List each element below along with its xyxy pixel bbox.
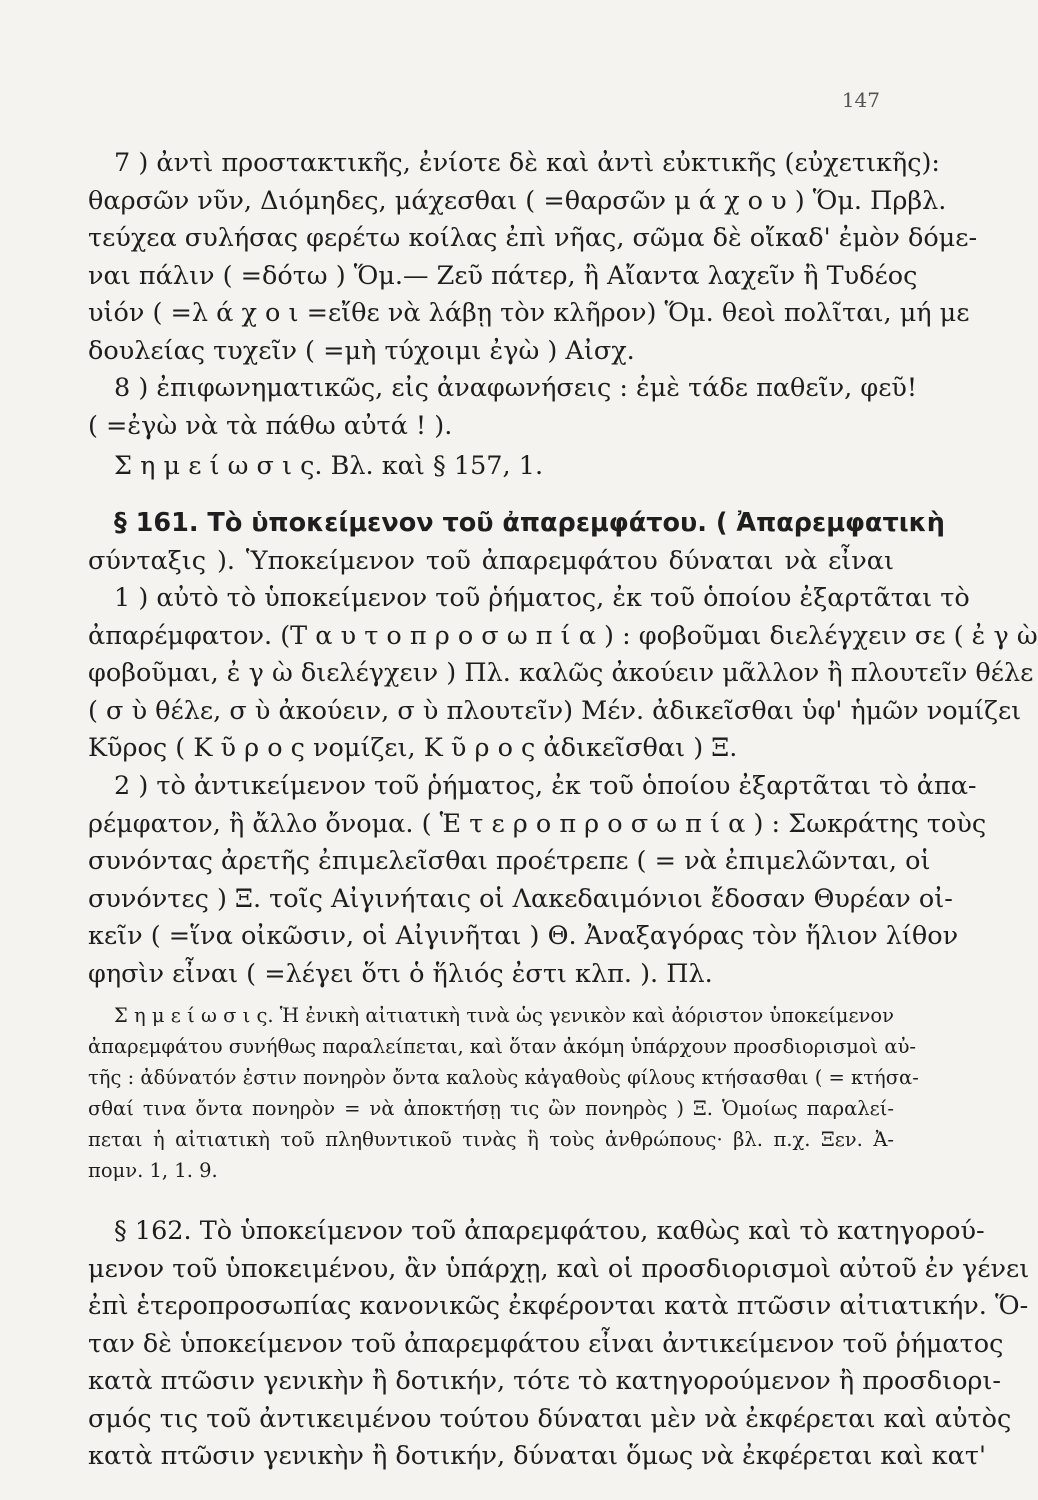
text-line: κεῖν ( =ἵνα οἰκῶσιν, οἱ Αἰγινῆται ) Θ. Ἀναξαγόρας τὸν ἥλιον λίθον [88,921,959,951]
remark-note [88,1000,919,1186]
text-line: πομν. 1, 1. 9. [88,1159,218,1182]
section-162 [88,1213,1030,1476]
text-line: υἱόν ( =λ ά χ ο ι =εἴθε νὰ λάβῃ τὸν κλῆρον) Ὅμ. θεοὶ πολῖται, μή με [88,298,970,328]
text-line: συνόντες ) Ξ. τοῖς Αἰγινήταις οἱ Λακεδαιμόνιοι ἔδοσαν Θυρέαν οἰ- [88,883,953,914]
text-line: φοβοῦμαι, ἐ γ ὼ διελέγχειν ) Πλ. καλῶς ἀκούειν μᾶλλον ἢ πλουτεῖν θέλε [88,658,1034,688]
text-line: Σ η μ ε ί ω σ ι ς. Ἡ ἐνικὴ αἰτιατικὴ τινὰ ὡς γενικὸν καὶ ἀόριστον ὑποκείμενον [114,1004,894,1027]
text-line: πεται ἡ αἰτιατικὴ τοῦ πληθυντικοῦ τινὰς ἢ τοὺς ἀνθρώπους· βλ. π.χ. Ξεν. Ἀ- [88,1128,894,1151]
section-paragraph-line: § 162. Τὸ ὑποκείμενον τοῦ ἀπαρεμφάτου, καθὼς καὶ τὸ κατηγορού- [114,1216,985,1246]
section-161 [88,505,1038,768]
text-line: Κῦρος ( Κ ῦ ρ ο ς νομίζει, Κ ῦ ρ ο ς ἀδικεῖσθαι ) Ξ. [88,733,738,763]
section-heading: § 161. Τὸ ὑποκείμενον τοῦ ἀπαρεμφάτου. ( Ἀπαρεμφατικὴ [114,508,945,538]
text-line: κατὰ πτῶσιν γενικὴν ἢ δοτικήν, τότε τὸ κατηγορούμενον ἢ προσδιορι- [88,1366,1002,1396]
text-line: 7 ) ἀντὶ προστακτικῆς, ἐνίοτε δὲ καὶ ἀντὶ εὐκτικῆς (εὐχετικῆς): [114,148,941,178]
text-line: ναι πάλιν ( =δότω ) Ὅμ.— Ζεῦ πάτερ, ἢ Αἴαντα λαχεῖν ἢ Τυδέος [88,260,918,291]
text-line: ( σ ὺ θέλε, σ ὺ ἀκούειν, σ ὺ πλουτεῖν) Μέν. ἀδικεῖσθαι ὑφ' ἡμῶν νομίζει [88,695,1022,726]
text-line: ἀπαρεμφάτου συνήθως παραλείπεται, καὶ ὅταν ἀκόμη ὑπάρχουν προσδιορισμοὶ αὐ- [88,1035,917,1058]
paragraph-item-8 [88,370,918,445]
text-line: κατὰ πτῶσιν γενικὴν ἢ δοτικήν, δύναται ὅμως νὰ ἐκφέρεται καὶ κατ' [88,1441,986,1471]
text-line: τεύχεα συλήσας φερέτω κοίλας ἐπὶ νῆας, σῶμα δὲ οἴκαδ' ἐμὸν δόμε- [88,223,978,253]
text-line: Σ η μ ε ί ω σ ι ς. Βλ. καὶ § 157, 1. [114,451,544,481]
remark-line [88,448,894,486]
text-line: 1 ) αὐτὸ τὸ ὑποκείμενον τοῦ ῥήματος, ἐκ τοῦ ὁποίου ἐξαρτᾶται τὸ [114,583,970,613]
text-line: συνόντας ἀρετῆς ἐπιμελεῖσθαι προέτρεπε ( = νὰ ἐπιμελῶνται, οἱ [88,846,931,876]
text-line: φησὶν εἶναι ( =λέγει ὅτι ὁ ἥλιός ἐστι κλπ. ). Πλ. [88,958,713,989]
text-line: ρέμφατον, ἢ ἄλλο ὄνομα. ( Ἑ τ ε ρ ο π ρ ο σ ω π ί α ) : Σωκράτης τοὺς [88,808,987,839]
text-line: ταν δὲ ὑποκείμενον τοῦ ἀπαρεμφάτου εἶναι ἀντικείμενον τοῦ ῥήματος [88,1328,1004,1359]
paragraph-item-2 [88,768,987,993]
text-line: 2 ) τὸ ἀντικείμενον τοῦ ῥήματος, ἐκ τοῦ ὁποίου ἐξαρτᾶται τὸ ἀπα- [114,771,977,801]
text-line: τῆς : ἀδύνατόν ἐστιν πονηρὸν ὄντα καλοὺς κἀγαθοὺς φίλους κτήσασθαι ( = κτήσα- [88,1066,919,1089]
text-line: μενον τοῦ ὑποκειμένου, ἂν ὑπάρχῃ, καὶ οἱ προσδιορισμοὶ αὐτοῦ ἐν γένει [88,1253,1030,1284]
text-line: σθαί τινα ὄντα πονηρὸν = νὰ ἀποκτήσῃ τις ὢν πονηρὸς ) Ξ. Ὁμοίως παραλεί- [88,1097,894,1120]
paragraph-item-7 [88,145,978,370]
text-line: ( =ἐγὼ νὰ τὰ πάθω αὐτά ! ). [88,410,453,441]
page-number: 147 [841,88,880,112]
text-line: 8 ) ἐπιφωνηματικῶς, εἰς ἀναφωνήσεις : ἐμὲ τάδε παθεῖν, φεῦ! [114,373,918,403]
text-line: σμός τις τοῦ ἀντικειμένου τούτου δύναται μὲν νὰ ἐκφέρεται καὶ αὐτὸς [88,1403,1012,1434]
text-line: ἀπαρέμφατον. (Τ α υ τ ο π ρ ο σ ω π ί α ) : φοβοῦμαι διελέγχειν σε ( ἐ γ ὼ [88,620,1038,651]
text-line: ἐπὶ ἑτεροπροσωπίας κανονικῶς ἐκφέρονται κατὰ πτῶσιν αἰτιατικήν. Ὅ- [88,1291,1029,1321]
text-line: σύνταξις ). Ὑποκείμενον τοῦ ἀπαρεμφάτου δύναται νὰ εἶναι [88,545,894,576]
text-line: δουλείας τυχεῖν ( =μὴ τύχοιμι ἐγὼ ) Αἰσχ. [88,335,635,366]
text-line: θαρσῶν νῦν, Διόμηδες, μάχεσθαι ( =θαρσῶν μ ά χ ο υ ) Ὅμ. Πρβλ. [88,185,947,216]
